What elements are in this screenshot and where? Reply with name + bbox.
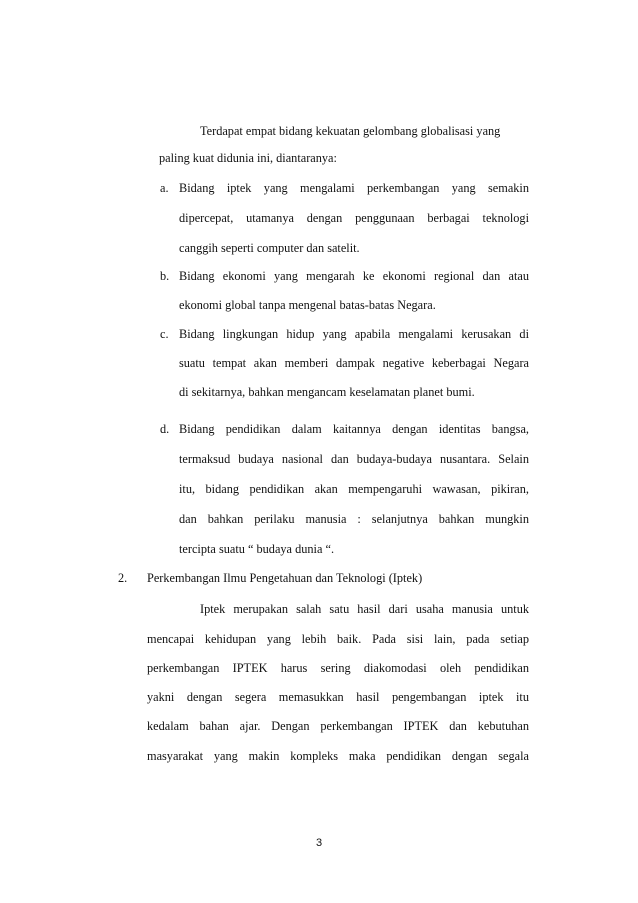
- list-item-c-line-3: di sekitarnya, bahkan mengancam keselamatan planet bumi.: [179, 385, 475, 399]
- section-2-line-1: Iptek merupakan salah satu hasil dari usaha manusia untuk: [200, 602, 529, 616]
- section-2-line-4: yakni dengan segera memasukkan hasil pengembangan iptek itu: [147, 690, 529, 704]
- section-2-line-2: mencapai kehidupan yang lebih baik. Pada sisi lain, pada setiap: [147, 632, 529, 646]
- page-number: 3: [315, 837, 323, 849]
- list-marker-a: a.: [160, 181, 169, 195]
- section-2-line-6: masyarakat yang makin kompleks maka pendidikan dengan segala: [147, 749, 529, 763]
- list-item-d-line-4: dan bahkan perilaku manusia : selanjutnya bahkan mungkin: [179, 512, 529, 526]
- intro-line-2: paling kuat didunia ini, diantaranya:: [159, 151, 337, 165]
- list-marker-b: b.: [160, 269, 170, 283]
- list-item-b-line-1: Bidang ekonomi yang mengarah ke ekonomi regional dan atau: [179, 269, 529, 283]
- section-2-line-3: perkembangan IPTEK harus sering diakomodasi oleh pendidikan: [147, 661, 529, 675]
- list-item-b-line-2: ekonomi global tanpa mengenal batas-batas Negara.: [179, 298, 436, 312]
- list-item-d-line-1: Bidang pendidikan dalam kaitannya dengan identitas bangsa,: [179, 422, 529, 436]
- list-item-d-line-5: tercipta suatu “ budaya dunia “.: [179, 542, 335, 556]
- list-item-d-line-3: itu, bidang pendidikan akan mempengaruhi wawasan, pikiran,: [179, 482, 529, 496]
- list-item-a-line-3: canggih seperti computer dan satelit.: [179, 241, 360, 255]
- section-2-heading: Perkembangan Ilmu Pengetahuan dan Teknologi (Iptek): [147, 571, 423, 585]
- list-item-a-line-2: dipercepat, utamanya dengan penggunaan berbagai teknologi: [179, 211, 529, 225]
- list-marker-c: c.: [160, 327, 169, 341]
- list-item-c-line-2: suatu tempat akan memberi dampak negative keberbagai Negara: [179, 356, 529, 370]
- list-marker-d: d.: [160, 422, 170, 436]
- section-2-line-5: kedalam bahan ajar. Dengan perkembangan IPTEK dan kebutuhan: [147, 719, 529, 733]
- intro-line-1: Terdapat empat bidang kekuatan gelombang globalisasi yang: [200, 124, 501, 138]
- list-item-d-line-2: termaksud budaya nasional dan budaya-budaya nusantara. Selain: [179, 452, 529, 466]
- list-item-a-line-1: Bidang iptek yang mengalami perkembangan yang semakin: [179, 181, 529, 195]
- list-item-c-line-1: Bidang lingkungan hidup yang apabila mengalami kerusakan di: [179, 327, 529, 341]
- section-2-number: 2.: [118, 571, 128, 585]
